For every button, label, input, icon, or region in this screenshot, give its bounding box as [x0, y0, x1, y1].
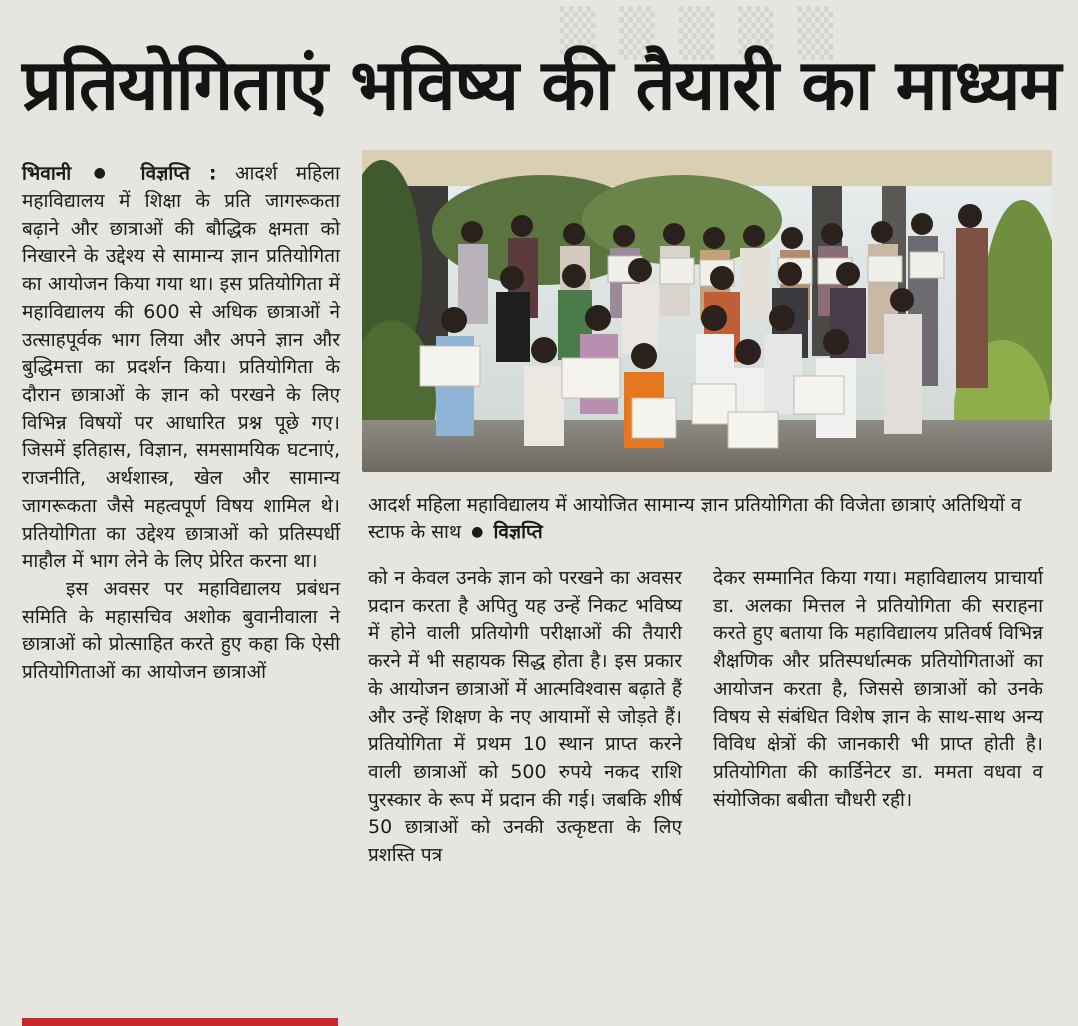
news-photo-winners-group [362, 150, 1052, 472]
headline: प्रतियोगिताएं भविष्य की तैयारी का माध्यम [22, 44, 1061, 126]
bleed-through-text: ▒ ▒ ▒ ▒ ▒ [560, 6, 837, 60]
caption-credit: विज्ञप्ति [493, 521, 543, 543]
red-rule [22, 1018, 338, 1026]
article-column-3: देकर सम्मानित किया गया। महाविद्यालय प्राचार्या डा. अलका मित्तल ने प्रतियोगिता की सराहना करते हुए बताया कि महाविद्यालय प्रतिवर्ष विभिन्न शैक्षणिक और प्रतिस्पर्धात्मक प्रतियोगिताओं का आयोजन करता है, जिससे छात्राओं को उनके विषय से संबंधित विशेष ज्ञान के साथ-साथ अन्य विविध क्षेत्रों की जानकारी भी प्राप्त होती है। प्रतियोगिता की कार्डिनेटर डा. ममता वधवा व संयोजिका बबीता चौधरी रही। [713, 567, 1043, 811]
dateline-source: विज्ञप्ति : [140, 162, 217, 185]
article-paragraph-1: आदर्श महिला महाविद्यालय में शिक्षा के प्रति जागरूकता बढ़ाने और छात्राओं की बौद्धिक क्षमता को निखारने के उद्देश्य से सामान्य ज्ञान प्रतियोगिता का आयोजन किया गया था। इस प्रतियोगिता में महाविद्यालय की 600 से अधिक छात्राओं ने उत्साहपूर्वक भाग लिया और अपने ज्ञान और बुद्धिमत्ता का प्रदर्शन किया। प्रतियोगिता के दौरान छात्राओं के ज्ञान को परखने के लिए विभिन्न विषयों पर आधारित प्रश्न पूछे गए। जिसमें इतिहास, विज्ञान, समसामयिक घटनाएं, राजनीति, अर्थशास्त्र, खेल और सामान्य जागरूकता जैसे महत्वपूर्ण विषय शामिल थे। प्रतियोगिता का उद्देश्य छात्राओं को प्रतिस्पर्धी माहौल में भाग लेने के लिए प्रेरित करना था। [22, 162, 340, 573]
dateline-place: भिवानी [22, 162, 72, 185]
photo-caption [368, 492, 1052, 546]
caption-bullet: ● [471, 524, 484, 540]
article-paragraph-2: इस अवसर पर महाविद्यालय प्रबंधन समिति के महासचिव अशोक बुवानीवाला ने छात्राओं को प्रोत्साहित करते हुए कहा कि ऐसी प्रतियोगिताओं का आयोजन छात्राओं [22, 577, 340, 684]
dateline-bullet: ● [93, 165, 119, 181]
article-column-1 [22, 160, 340, 687]
group-photo-illustration [362, 150, 1052, 472]
article-column-2: को न केवल उनके ज्ञान को परखने का अवसर प्रदान करता है अपितु यह उन्हें निकट भविष्य में होने वाली प्रतियोगी परीक्षाओं की तैयारी करने में भी सहायक सिद्ध होता है। इस प्रकार के आयोजन छात्राओं में आत्मविश्वास बढ़ाते हैं और उन्हें शिक्षण के नए आयामों से जोड़ते हैं। प्रतियोगिता में प्रथम 10 स्थान प्राप्त करने वाली छात्राओं को 500 रुपये नकद राशि पुरस्कार के रूप में प्रदान की गई। जबकि शीर्ष 50 छात्राओं को उनकी उत्कृष्टता के लिए प्रशस्ति पत्र [368, 567, 682, 867]
caption-text: आदर्श महिला महाविद्यालय में आयोजित सामान्य ज्ञान प्रतियोगिता की विजेता छात्राएं अतिथियों व स्टाफ के साथ [368, 494, 1022, 543]
